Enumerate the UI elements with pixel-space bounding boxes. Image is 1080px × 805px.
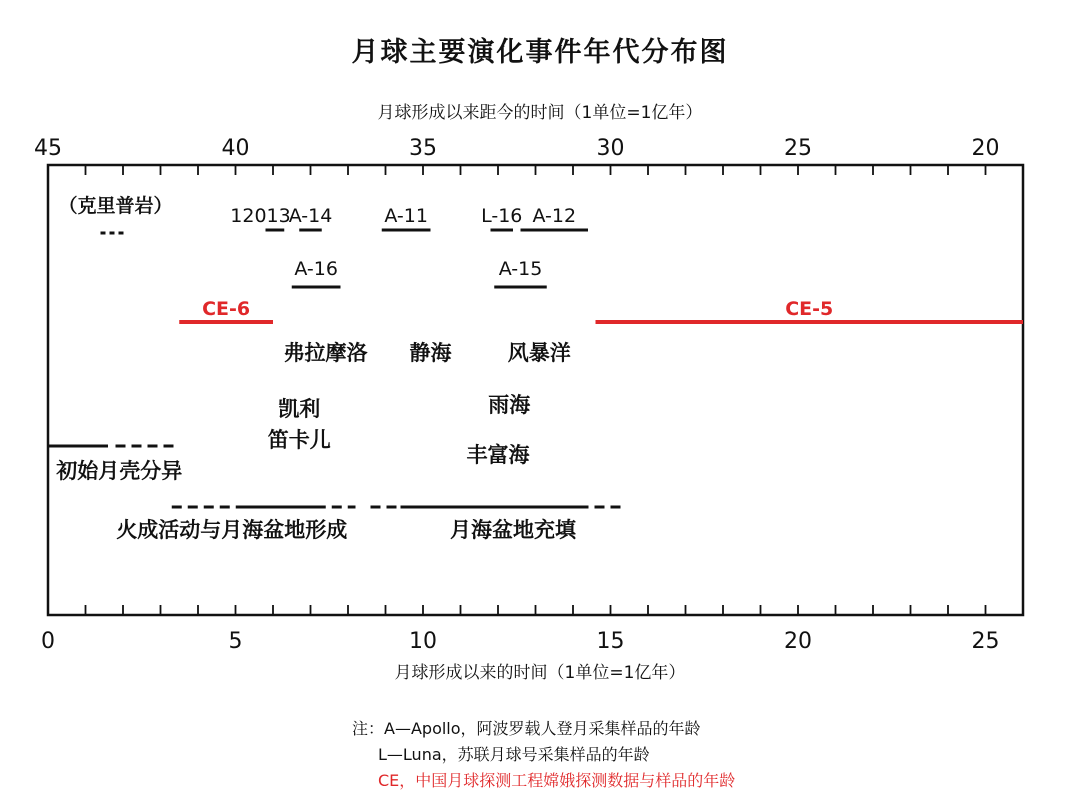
sample-label: A-12 bbox=[532, 205, 577, 227]
bottom-tick-label: 20 bbox=[784, 629, 812, 654]
plot-frame bbox=[48, 165, 1023, 615]
kreep-label: （克里普岩） bbox=[58, 195, 173, 217]
note-prefix: 注： bbox=[352, 719, 385, 738]
sample-label: 12013 bbox=[230, 205, 291, 227]
basin-label: 雨海 bbox=[488, 393, 531, 417]
event-label: 月海盆地充填 bbox=[450, 518, 576, 542]
sample-label: L-16 bbox=[481, 205, 523, 227]
top-axis-label: 月球形成以来距今的时间（1单位=1亿年） bbox=[377, 103, 703, 123]
basin-label: 风暴洋 bbox=[507, 341, 571, 365]
basin-label: 笛卡儿 bbox=[267, 428, 331, 452]
basin-label: 凯利 bbox=[278, 397, 321, 421]
chang-e-label: CE-5 bbox=[785, 298, 834, 320]
chart-title: 月球主要演化事件年代分布图 bbox=[351, 37, 729, 68]
sample-label: A-16 bbox=[294, 258, 338, 280]
top-tick-label: 25 bbox=[784, 136, 812, 161]
chang-e-label: CE-6 bbox=[202, 298, 251, 320]
event-label: 火成活动与月海盆地形成 bbox=[116, 518, 348, 542]
basin-label: 丰富海 bbox=[466, 443, 530, 467]
top-tick-label: 30 bbox=[596, 136, 625, 161]
bottom-tick-label: 0 bbox=[41, 629, 55, 654]
note-line-apollo bbox=[352, 716, 701, 739]
bottom-tick-label: 10 bbox=[409, 629, 437, 654]
top-tick-label: 40 bbox=[221, 136, 250, 161]
top-tick-label: 20 bbox=[971, 136, 1000, 161]
bottom-tick-label: 5 bbox=[228, 629, 243, 654]
basin-label: 静海 bbox=[409, 341, 452, 365]
event-label: 初始月壳分异 bbox=[56, 459, 183, 483]
sample-label: A-14 bbox=[288, 205, 333, 227]
bottom-axis-label: 月球形成以来的时间（1单位=1亿年） bbox=[394, 663, 686, 683]
bottom-tick-label: 25 bbox=[971, 629, 1000, 654]
note-line-luna: L—Luna，苏联月球号采集样品的年龄 bbox=[378, 745, 650, 764]
bottom-tick-label: 15 bbox=[596, 629, 625, 654]
note-apollo-text: A—Apollo，阿波罗载人登月采集样品的年龄 bbox=[384, 719, 701, 738]
top-tick-label: 35 bbox=[409, 136, 437, 161]
sample-label: A-11 bbox=[384, 205, 428, 227]
sample-label: A-15 bbox=[498, 258, 543, 280]
note-line-chang-e: CE，中国月球探测工程嫦娥探测数据与样品的年龄 bbox=[378, 771, 736, 790]
top-tick-label: 45 bbox=[34, 136, 62, 161]
basin-label: 弗拉摩洛 bbox=[283, 341, 368, 365]
